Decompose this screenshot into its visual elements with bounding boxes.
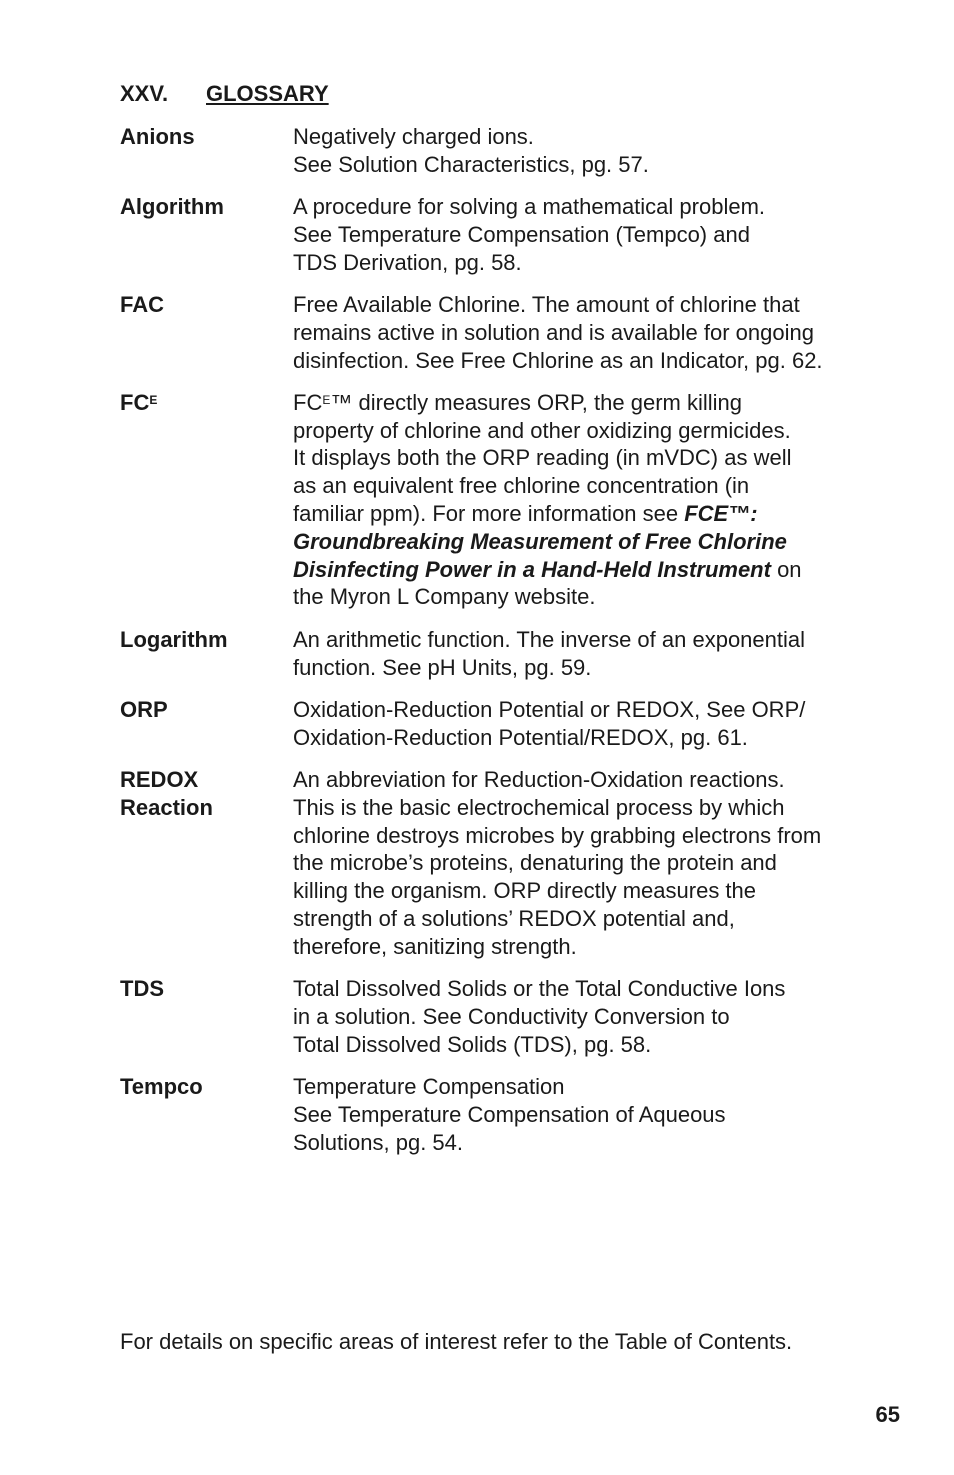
glossary-term: Tempco [120,1073,203,1099]
page-number: 65 [875,1402,900,1427]
glossary-term: Anions [120,124,195,149]
section-number: XXV. [120,81,169,106]
glossary-definition: Negatively charged ions. See Solution Characteristics, pg. 57. [293,124,649,177]
glossary-term: Logarithm [120,626,228,652]
reference-title: FCE™: [684,501,758,527]
glossary-term: ORP [120,696,168,722]
reference-title: Groundbreaking Measurement of Free Chlorine [293,528,787,554]
glossary-definition: Oxidation-Reduction Potential or REDOX, See ORP/ Oxidation-Reduction Potential/REDOX, pg. 61. [293,696,806,750]
glossary-term: FAC [120,291,164,317]
glossary-definition: A procedure for solving a mathematical problem. See Temperature Compensation (Tempco) and TDS Derivation, pg. 58. [293,194,766,275]
glossary-entry-algorithm [120,193,900,276]
glossary-entry-redox-reaction [120,766,900,961]
glossary-entry-logarithm [120,626,900,682]
section-header [120,80,900,108]
glossary-entry-fac [120,291,900,374]
glossary-definition: Free Available Chlorine. The amount of chlorine that remains active in solution and is available for ongoing disinfection. See Free Chlorine as an Indicator, pg. 62. [293,291,823,373]
glossary-entry-tds [120,975,900,1058]
glossary-entry-orp [120,696,900,752]
glossary-term: REDOX Reaction [120,766,213,820]
glossary-term: $FC^E$ [120,389,158,415]
glossary-entry-tempco [120,1073,900,1156]
glossary-entry-fce [120,389,900,611]
section-title: GLOSSARY [206,81,329,106]
reference-title: Disinfecting Power in a Hand-Held Instrument [293,556,771,582]
glossary-definition: $FC^E™$ directly measures ORP, the germ killing property of chlorine and other oxidizing germicides. It displays both the ORP reading (in mVDC) as well as an equivalent free chlorine concentration (in familiar ppm). For more information see FCE™: Groundbreaking Measurement of Free Chlorine Disinfecting Power in a Hand-Held Instrument on the Myron L Company website. [293,389,900,611]
glossary-definition: An arithmetic function. The inverse of an exponential function. See pH Units, pg. 59. [293,626,806,680]
glossary-definition: An abbreviation for Reduction-Oxidation reactions. This is the basic electrochemical process by which chlorine destroys microbes by grabbing electrons from the microbe’s proteins, denaturing the protein and killing the organism. ORP directly measures the strength of a solutions’ REDOX potential and, therefore, sanitizing strength. [293,766,822,959]
glossary-page [120,80,900,1171]
glossary-definition: Total Dissolved Solids or the Total Conductive Ions in a solution. See Conductivity Conversion to Total Dissolved Solids (TDS), pg. 58. [293,976,786,1057]
glossary-definition: Temperature Compensation See Temperature Compensation of Aqueous Solutions, pg. 54. [293,1073,726,1155]
glossary-entry-anions [120,123,900,179]
glossary-term: Algorithm [120,194,224,220]
footer-note: For details on specific areas of interest refer to the Table of Contents. [120,1329,793,1354]
glossary-term: TDS [120,976,164,1002]
